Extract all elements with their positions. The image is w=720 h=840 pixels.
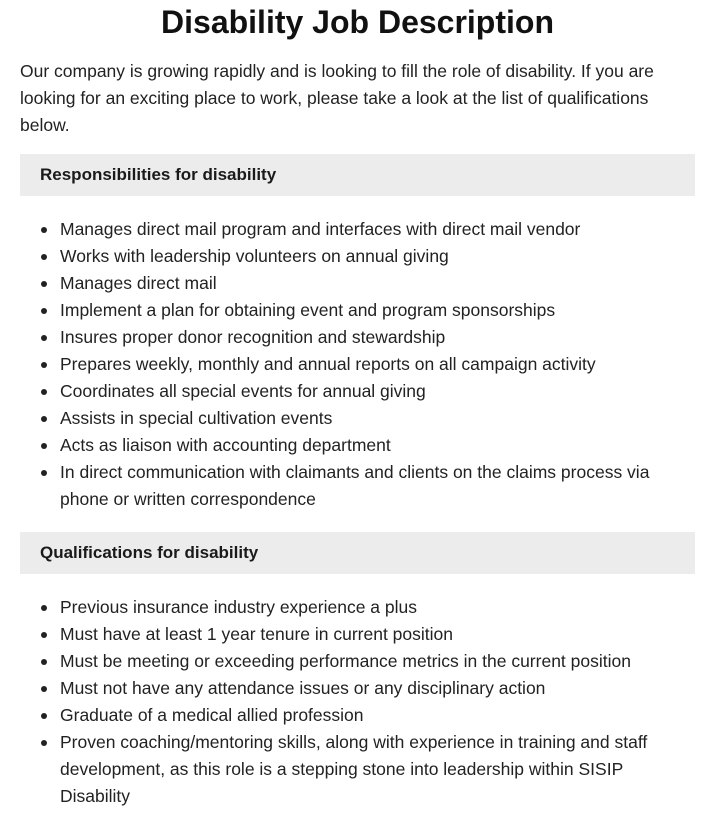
list-item-text: Manages direct mail program and interfaces with direct mail vendor <box>60 219 581 239</box>
list-item <box>20 243 695 270</box>
bullet-icon <box>41 389 47 395</box>
list-item <box>20 324 695 351</box>
list-item-text: In direct communication with claimants and clients on the claims process via phone or written correspondence <box>60 462 650 509</box>
list-item <box>20 459 695 513</box>
list-item-text: Previous insurance industry experience a plus <box>60 597 417 617</box>
responsibilities-list <box>20 216 695 513</box>
list-item-text: Prepares weekly, monthly and annual reports on all campaign activity <box>60 354 596 374</box>
list-item <box>20 621 695 648</box>
bullet-icon <box>41 362 47 368</box>
bullet-icon <box>41 713 47 719</box>
intro-paragraph: Our company is growing rapidly and is looking to fill the role of disability. If you are looking for an exciting place to work, please take a look at the list of qualifications below. <box>20 61 654 135</box>
bullet-icon <box>41 443 47 449</box>
list-item <box>20 432 695 459</box>
qualifications-heading: Qualifications for disability <box>20 532 695 574</box>
bullet-icon <box>41 227 47 233</box>
list-item <box>20 216 695 243</box>
bullet-icon <box>41 335 47 341</box>
list-item <box>20 405 695 432</box>
bullet-icon <box>41 470 47 476</box>
list-item <box>20 648 695 675</box>
qualifications-list <box>20 594 695 810</box>
list-item-text: Acts as liaison with accounting department <box>60 435 391 455</box>
list-item-text: Proven coaching/mentoring skills, along with experience in training and staff development, as this role is a stepping stone into leadership within SISIP Disability <box>60 732 648 806</box>
list-item-text: Must be meeting or exceeding performance metrics in the current position <box>60 651 631 671</box>
list-item <box>20 594 695 621</box>
list-item <box>20 702 695 729</box>
list-item-text: Must have at least 1 year tenure in current position <box>60 624 453 644</box>
bullet-icon <box>41 254 47 260</box>
list-item-text: Graduate of a medical allied profession <box>60 705 364 725</box>
bullet-icon <box>41 308 47 314</box>
page-title: Disability Job Description <box>161 4 554 40</box>
bullet-icon <box>41 686 47 692</box>
list-item <box>20 297 695 324</box>
bullet-icon <box>41 659 47 665</box>
list-item-text: Works with leadership volunteers on annual giving <box>60 246 449 266</box>
bullet-icon <box>41 632 47 638</box>
list-item-text: Manages direct mail <box>60 273 217 293</box>
list-item <box>20 729 695 810</box>
bullet-icon <box>41 416 47 422</box>
list-item <box>20 351 695 378</box>
list-item-text: Implement a plan for obtaining event and program sponsorships <box>60 300 556 320</box>
list-item-text: Coordinates all special events for annual giving <box>60 381 426 401</box>
list-item-text: Must not have any attendance issues or any disciplinary action <box>60 678 546 698</box>
list-item <box>20 270 695 297</box>
list-item <box>20 378 695 405</box>
bullet-icon <box>41 740 47 746</box>
responsibilities-heading: Responsibilities for disability <box>20 154 695 196</box>
bullet-icon <box>41 605 47 611</box>
list-item-text: Insures proper donor recognition and stewardship <box>60 327 446 347</box>
bullet-icon <box>41 281 47 287</box>
list-item <box>20 675 695 702</box>
list-item-text: Assists in special cultivation events <box>60 408 333 428</box>
